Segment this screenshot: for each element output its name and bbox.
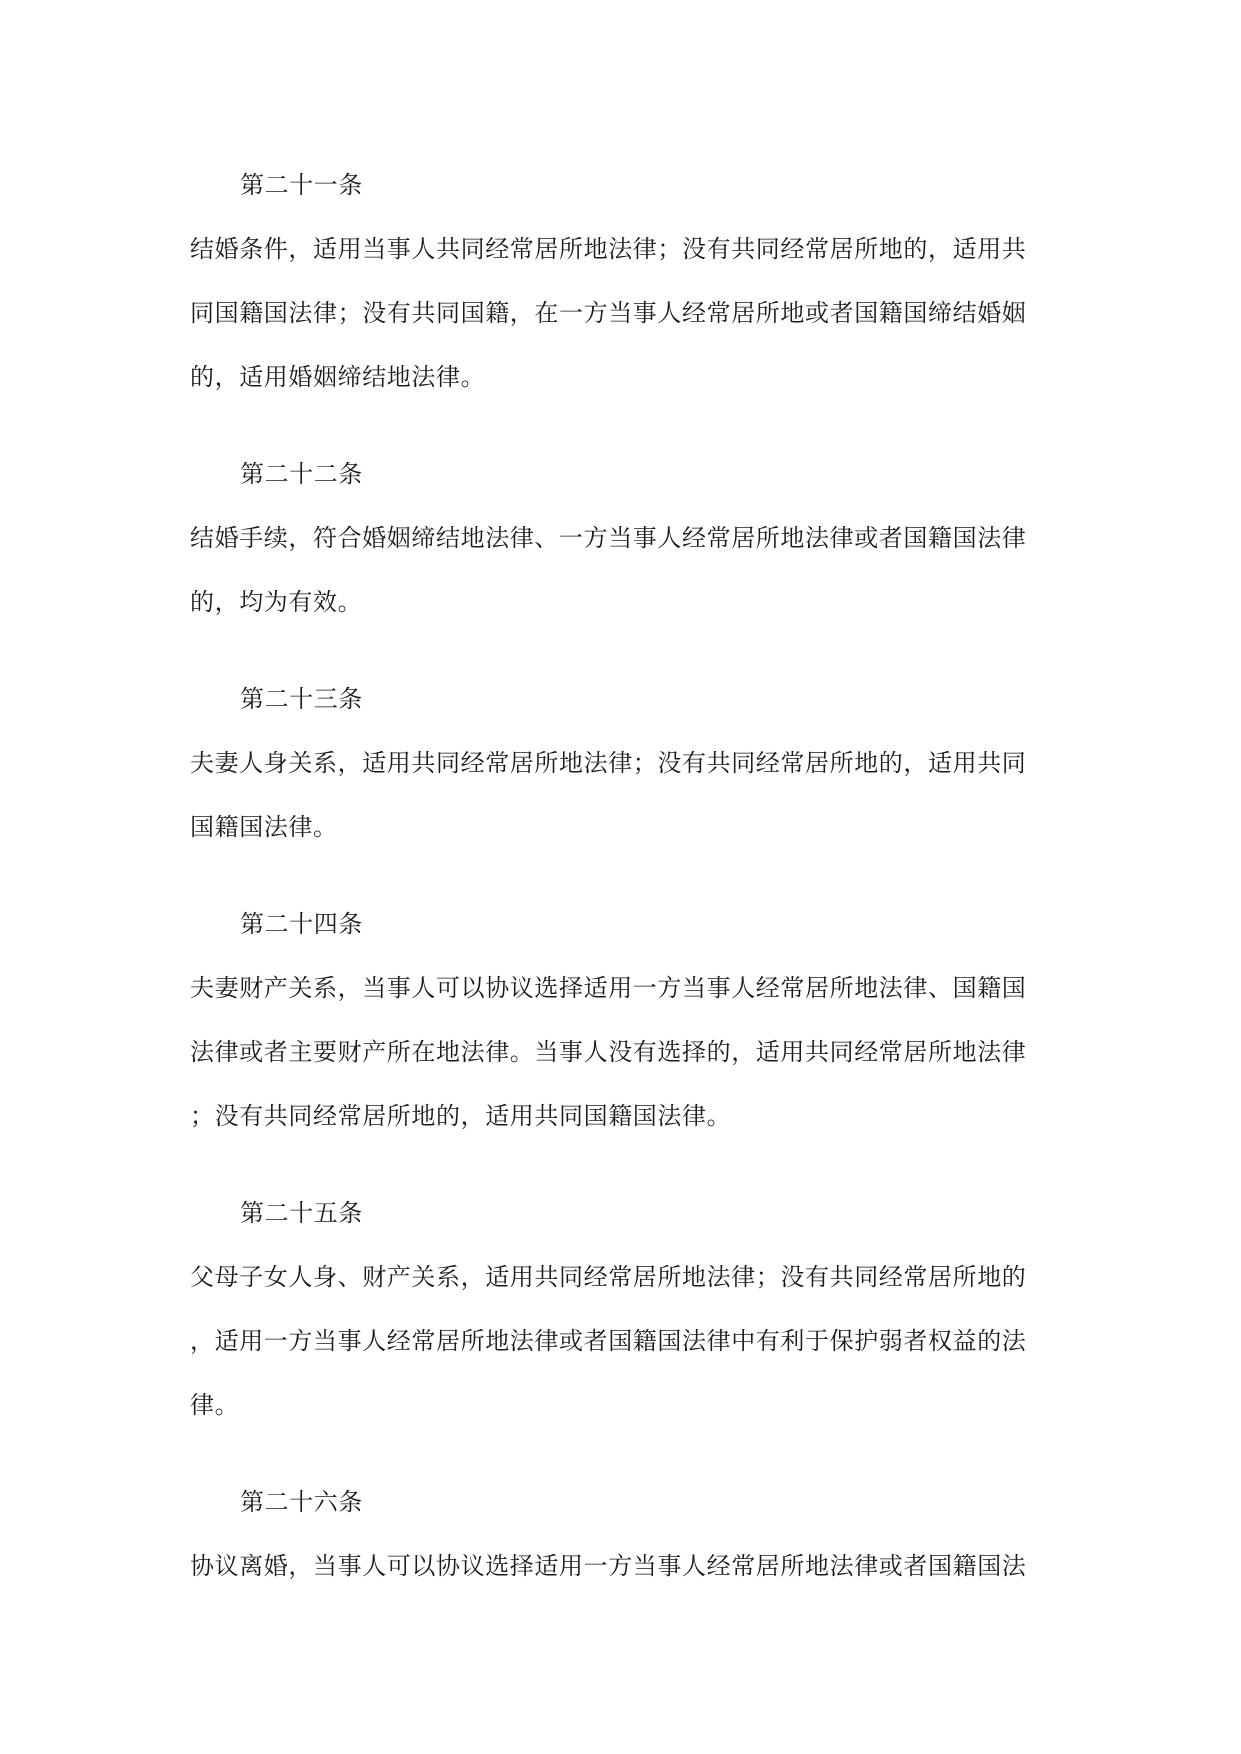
- article-25-text-line-3: 律。: [190, 1391, 240, 1419]
- article-24-text-line-2: 法律或者主要财产所在地法律。当事人没有选择的，适用共同经常居所地法律: [190, 1038, 1027, 1066]
- article-25-heading: 第二十五条: [240, 1199, 363, 1227]
- article-21-heading: 第二十一条: [240, 171, 363, 199]
- article-23-text-line-2: 国籍国法律。: [190, 813, 338, 841]
- article-24-text-line-3: ；没有共同经常居所地的，适用共同国籍国法律。: [190, 1102, 732, 1130]
- article-21-text-line-2: 同国籍国法律；没有共同国籍，在一方当事人经常居所地或者国籍国缔结婚姻: [190, 299, 1027, 327]
- article-25-text-line-2: ，适用一方当事人经常居所地法律或者国籍国法律中有利于保护弱者权益的法: [190, 1327, 1027, 1355]
- article-24-heading: 第二十四条: [240, 910, 363, 938]
- article-21-text-line-1: 结婚条件，适用当事人共同经常居所地法律；没有共同经常居所地的，适用共: [190, 235, 1027, 263]
- article-22-heading: 第二十二条: [240, 460, 363, 488]
- article-25-text-line-1: 父母子女人身、财产关系，适用共同经常居所地法律；没有共同经常居所地的: [190, 1263, 1027, 1291]
- article-23-text-line-1: 夫妻人身关系，适用共同经常居所地法律；没有共同经常居所地的，适用共同: [190, 749, 1027, 777]
- article-24-text-line-1: 夫妻财产关系，当事人可以协议选择适用一方当事人经常居所地法律、国籍国: [190, 974, 1027, 1002]
- article-26-text-line-1: 协议离婚，当事人可以协议选择适用一方当事人经常居所地法律或者国籍国法: [190, 1552, 1027, 1580]
- article-22-text-line-1: 结婚手续，符合婚姻缔结地法律、一方当事人经常居所地法律或者国籍国法律: [190, 524, 1027, 552]
- article-21-text-line-3: 的，适用婚姻缔结地法律。: [190, 363, 486, 391]
- article-22-text-line-2: 的，均为有效。: [190, 588, 363, 616]
- article-26-heading: 第二十六条: [240, 1488, 363, 1516]
- article-23-heading: 第二十三条: [240, 685, 363, 713]
